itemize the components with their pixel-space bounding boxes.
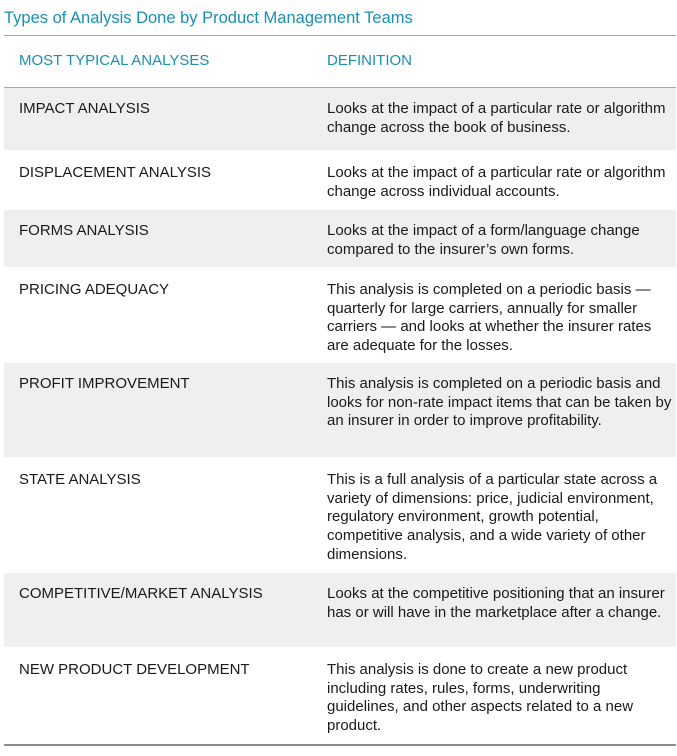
analysis-definition: Looks at the impact of a particular rate or algorithm change across individual accounts. bbox=[327, 164, 666, 200]
analysis-definition: This analysis is done to create a new product including rates, rules, forms, underwriting guidelines, and other aspects related to a new product. bbox=[327, 661, 634, 735]
table-row bbox=[4, 363, 676, 459]
table-row bbox=[4, 210, 676, 269]
table-bottom-divider bbox=[4, 744, 676, 746]
analysis-definition: This analysis is completed on a periodic basis and looks for non-rate impact items that can be taken by an insurer in order to improve profitability. bbox=[327, 375, 672, 430]
analysis-definition: Looks at the competitive positioning that an insurer has or will have in the marketplace after a change. bbox=[327, 585, 665, 621]
header-definition: DEFINITION bbox=[327, 52, 412, 69]
table-row bbox=[4, 152, 676, 210]
analysis-name: IMPACT ANALYSIS bbox=[19, 100, 150, 117]
analysis-name: PROFIT IMPROVEMENT bbox=[19, 375, 190, 392]
analysis-definition: This analysis is completed on a periodic basis — quarterly for large carriers, annually for smaller carriers — and looks at whether the insurer rates are adequate for the losses. bbox=[327, 281, 652, 355]
table-row bbox=[4, 88, 676, 152]
table-row bbox=[4, 459, 676, 573]
header-most-typical-analyses: MOST TYPICAL ANALYSES bbox=[19, 52, 210, 69]
table-row bbox=[4, 269, 676, 363]
analysis-definition: Looks at the impact of a particular rate or algorithm change across the book of business. bbox=[327, 100, 666, 136]
analysis-name: PRICING ADEQUACY bbox=[19, 281, 170, 298]
table-row bbox=[4, 573, 676, 649]
analysis-definition: Looks at the impact of a form/language change compared to the insurer’s own forms. bbox=[327, 222, 640, 258]
analysis-table bbox=[4, 36, 676, 746]
analysis-definition: This is a full analysis of a particular state across a variety of dimensions: price, judicial environment, regulatory environment, growth potential, competitive analysis, and a wide variety of other dimensions. bbox=[327, 471, 658, 563]
table-row bbox=[4, 649, 676, 744]
analysis-name: DISPLACEMENT ANALYSIS bbox=[19, 164, 212, 181]
analysis-name: STATE ANALYSIS bbox=[19, 471, 141, 488]
table-title: Types of Analysis Done by Product Management Teams bbox=[4, 9, 413, 27]
analysis-name: NEW PRODUCT DEVELOPMENT bbox=[19, 661, 250, 678]
analysis-name: FORMS ANALYSIS bbox=[19, 222, 149, 239]
analysis-name: COMPETITIVE/MARKET ANALYSIS bbox=[19, 585, 263, 602]
table-header bbox=[4, 36, 676, 88]
